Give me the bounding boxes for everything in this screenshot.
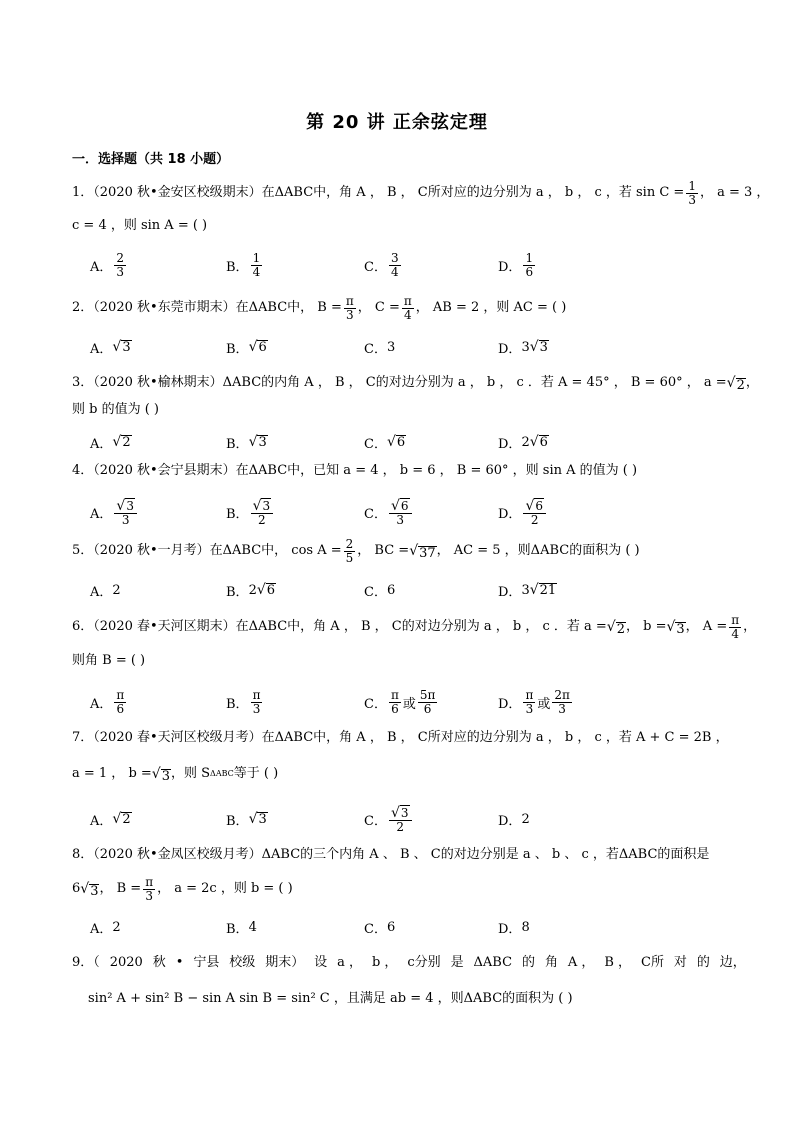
question-1-stem-cont: c = 4 ，则 sin A = ( )	[72, 218, 208, 233]
question-5-options	[90, 575, 610, 605]
option-a[interactable]: A． √ 2	[90, 434, 131, 452]
option-a[interactable]: A． 2	[90, 582, 121, 600]
fraction: $\frac{\pi}{3}$	[145, 874, 154, 903]
question-4-stem: 4．（2020 秋•会宁县期末）在ΔABC中，已知 a = 4 ， b = 6 ， B = 60° ，则 sin A 的值为 ( )	[72, 463, 638, 478]
option-c[interactable]: C． 6	[364, 582, 396, 600]
option-d[interactable]: D． 2 √ 6	[498, 434, 548, 452]
question-2-stem: 2．（2020 秋•东莞市期末）在ΔABC中， B = $\frac{\pi}{3}$ ， C = $\frac{\pi}{4}$ ， AB = 2 ，则 AC = ( )	[72, 293, 567, 322]
fraction: $\frac{\pi}{4}$	[731, 612, 740, 641]
option-a[interactable]: A． $\frac{2}{3}$	[90, 250, 125, 279]
option-a[interactable]: A． √ 2	[90, 811, 131, 829]
option-a[interactable]: A． √ 3 3	[90, 494, 139, 530]
fraction: $\frac{\pi}{3}$	[345, 293, 354, 322]
option-b[interactable]: B． $\frac{1}{4}$	[226, 250, 261, 279]
option-b[interactable]: B． √ 3 2	[226, 494, 275, 530]
question-2-options	[90, 332, 610, 362]
question-1-options	[90, 250, 610, 280]
question-3-options	[90, 427, 610, 457]
fraction: $\frac{1}{3}$	[688, 178, 696, 207]
option-a[interactable]: A． 2	[90, 919, 121, 937]
question-9-stem-cont: sin² A + sin² B − sin A sin B = sin² C ，且满足 ab = 4 ，则ΔABC的面积为 ( )	[88, 991, 573, 1006]
question-6-stem-cont: 则角 B = ( )	[72, 653, 146, 668]
option-d[interactable]: D． √ 6 2	[498, 494, 548, 530]
option-d[interactable]: D． 8	[498, 919, 530, 937]
option-c[interactable]: C． √ 6	[364, 434, 406, 452]
section-title: 一．选择题（共 18 小题）	[72, 152, 230, 167]
question-9-stem: 9．（ 2020 秋 • 宁县 校级 期末） 设 a ， b ， c分别 是 ΔABC 的 角 A ， B ， C所 对 的 边，	[72, 955, 746, 970]
question-3-stem-cont: 则 b 的值为 ( )	[72, 402, 159, 417]
option-b[interactable]: B． √ 3	[226, 811, 267, 829]
option-a[interactable]: A． √ 3	[90, 339, 131, 357]
page-title: 第 20 讲 正余弦定理	[306, 112, 488, 133]
question-8-stem-cont: 6 √ 3 ， B = $\frac{\pi}{3}$ ， a = 2c ，则 b = ( )	[72, 874, 293, 903]
option-b[interactable]: B． √ 3	[226, 434, 267, 452]
option-c[interactable]: C． 3	[364, 339, 396, 357]
option-b[interactable]: B． 2 √ 6	[226, 582, 276, 600]
option-b[interactable]: B． 4	[226, 919, 257, 937]
option-c[interactable]: C． 6	[364, 919, 396, 937]
question-8-stem: 8．（2020 秋•金凤区校级月考）ΔABC的三个内角 A 、 B 、 C的对边分别是 a 、 b 、 c ，若ΔABC的面积是	[72, 847, 710, 862]
question-8-options	[90, 912, 610, 942]
option-d[interactable]: D． 3 √ 21	[498, 582, 557, 600]
question-7-stem-cont: a = 1 ， b = √ 3 ，则 S ΔABC 等于 ( )	[72, 766, 279, 784]
question-7-stem: 7．（2020 春•天河区校级月考）在ΔABC中，角 A ， B ， C所对应的边分别为 a ， b ， c ，若 A + C = 2B ，	[72, 730, 729, 745]
fraction: $\frac{2}{5}$	[345, 536, 354, 565]
option-c[interactable]: C． √ 3 2	[364, 801, 414, 837]
question-5-stem: 5．（2020 秋•一月考）在ΔABC中， cos A = $\frac{2}{5}$ ， BC = √ 37 ， AC = 5 ，则ΔABC的面积为 ( )	[72, 536, 640, 565]
fraction: $\frac{\pi}{4}$	[403, 293, 412, 322]
option-d[interactable]: D． $\frac{\pi}{3}$ 或 $\frac{2\pi}{3}$	[498, 687, 570, 716]
option-d[interactable]: D． 2	[498, 811, 530, 829]
option-d[interactable]: D． 3 √ 3	[498, 339, 548, 357]
question-1-stem: 1．（2020 秋•金安区校级期末）在ΔABC中，角 A ， B ， C所对应的边分别为 a ， b ， c ，若 sin C = $\frac{1}{3}$ ， a = 3 ，	[72, 178, 770, 207]
option-c[interactable]: C． $\frac{3}{4}$	[364, 250, 399, 279]
option-b[interactable]: B． $\frac{\pi}{3}$	[226, 687, 261, 716]
option-a[interactable]: A． $\frac{\pi}{6}$	[90, 687, 125, 716]
option-c[interactable]: C． $\frac{\pi}{6}$ 或 $\frac{5\pi}{6}$	[364, 687, 436, 716]
question-3-stem: 3．（2020 秋•榆林期末）ΔABC的内角 A ， B ， C的对边分别为 a ， b ， c ．若 A = 45° ， B = 60° ， a = √ 2 ，	[72, 375, 759, 393]
option-c[interactable]: C． √ 6 3	[364, 494, 414, 530]
question-6-stem: 6．（2020 春•天河区期末）在ΔABC中，角 A ， B ， C的对边分别为 a ， b ， c ．若 a = √ 2 ， b = √ 3 ， A = $\frac{\pi}{4}$ ，	[72, 612, 757, 641]
question-6-options	[90, 684, 610, 720]
option-d[interactable]: D． $\frac{1}{6}$	[498, 250, 534, 279]
question-7-options	[90, 801, 610, 837]
question-4-options	[90, 494, 610, 530]
option-b[interactable]: B． √ 6	[226, 339, 267, 357]
